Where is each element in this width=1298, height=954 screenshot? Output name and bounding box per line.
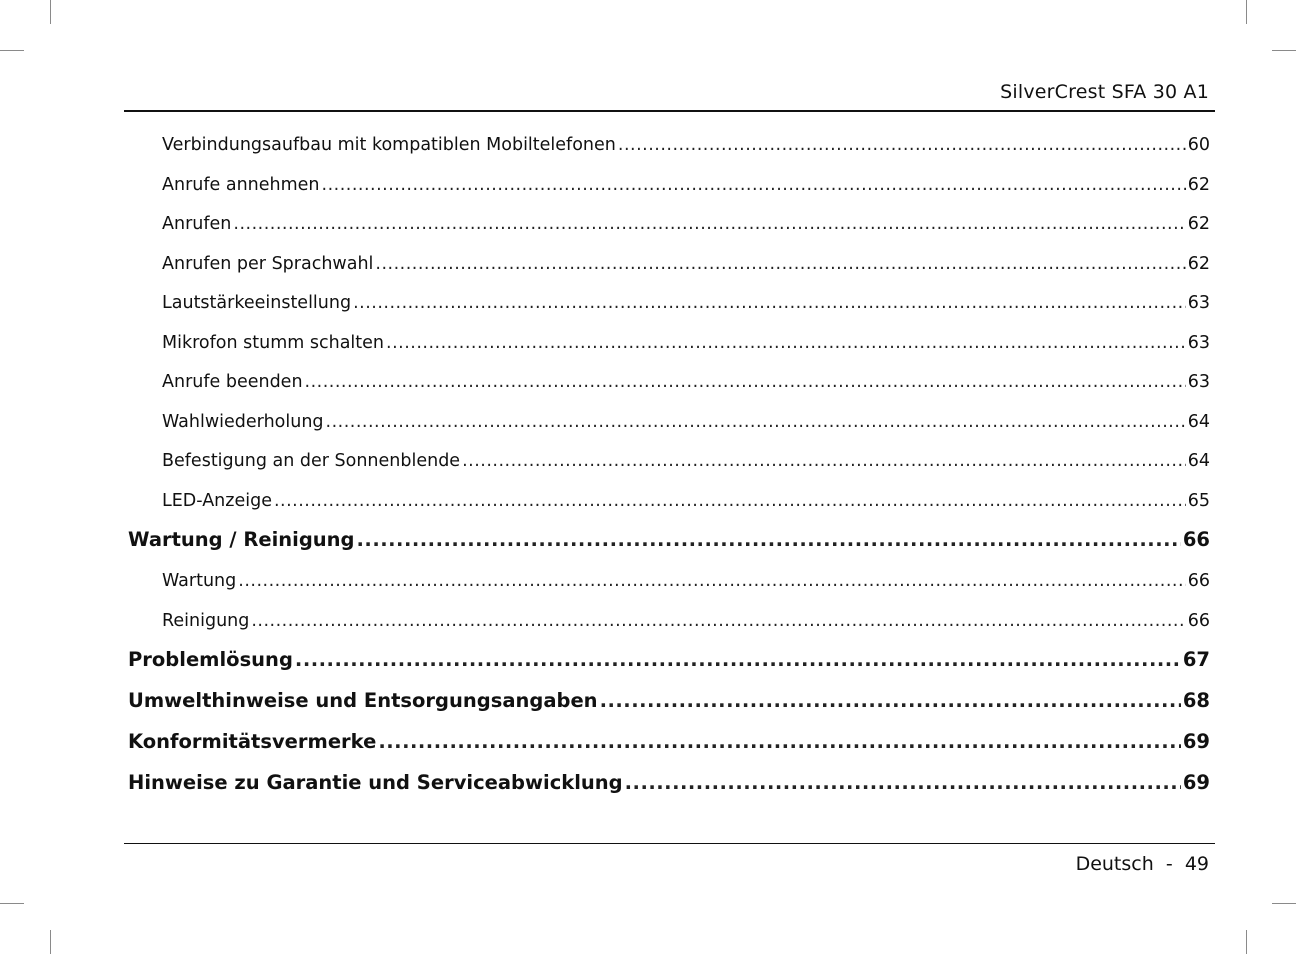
footer-separator: - — [1165, 853, 1173, 875]
footer-rule — [124, 843, 1215, 844]
toc-chapter-entry — [128, 520, 1210, 561]
toc-entry-label: Lautstärkeeinstellung — [162, 293, 352, 313]
crop-mark-bottom-right-horizontal — [1272, 903, 1296, 904]
toc-section-entry — [128, 441, 1210, 481]
header-title: SilverCrest SFA 30 A1 — [1000, 81, 1209, 103]
toc-entry-page: 67 — [1182, 648, 1210, 671]
toc-entry-label: Wahlwiederholung — [162, 411, 324, 432]
table-of-contents — [128, 125, 1210, 804]
toc-entry-page: 65 — [1187, 490, 1210, 511]
toc-entry-page: 62 — [1187, 174, 1210, 195]
footer-language: Deutsch — [1075, 853, 1154, 875]
toc-dot-leader — [378, 730, 1181, 754]
crop-mark-top-right-horizontal — [1272, 50, 1296, 51]
toc-entry-page: 66 — [1187, 571, 1210, 591]
toc-entry-label: Wartung / Reinigung — [128, 528, 355, 551]
toc-dot-leader — [274, 489, 1186, 513]
crop-mark-top-right-vertical — [1246, 0, 1247, 24]
toc-dot-leader — [251, 609, 1185, 633]
toc-dot-leader — [295, 648, 1181, 672]
toc-entry-page: 64 — [1187, 451, 1210, 471]
toc-entry-label: Konformitätsvermerke — [128, 730, 377, 753]
toc-section-entry — [128, 125, 1210, 165]
toc-section-entry — [128, 244, 1210, 284]
toc-dot-leader — [386, 331, 1186, 355]
page-number: 49 — [1184, 853, 1209, 875]
toc-section-entry — [128, 402, 1210, 442]
toc-entry-page: 66 — [1182, 528, 1210, 551]
toc-entry-label: Verbindungsaufbau mit kompatiblen Mobiltelefonen — [162, 135, 616, 155]
toc-chapter-entry — [128, 763, 1210, 804]
toc-dot-leader — [322, 173, 1186, 197]
toc-section-entry — [128, 481, 1210, 521]
toc-section-entry — [128, 362, 1210, 402]
toc-chapter-entry — [128, 681, 1210, 722]
toc-dot-leader — [625, 771, 1181, 795]
toc-entry-label: Problemlösung — [128, 648, 293, 671]
toc-entry-label: Befestigung an der Sonnenblende — [162, 451, 461, 471]
toc-entry-label: LED-Anzeige — [162, 490, 272, 511]
toc-dot-leader — [600, 689, 1181, 713]
crop-mark-bottom-right-vertical — [1246, 930, 1247, 954]
toc-entry-page: 62 — [1187, 253, 1210, 274]
toc-entry-label: Wartung — [162, 571, 237, 591]
toc-entry-page: 63 — [1187, 332, 1210, 353]
crop-mark-bottom-left-horizontal — [0, 903, 24, 904]
toc-section-entry — [128, 283, 1210, 323]
toc-entry-page: 60 — [1187, 135, 1210, 155]
toc-section-entry — [128, 601, 1210, 641]
toc-dot-leader — [357, 528, 1181, 552]
toc-dot-leader — [353, 291, 1186, 315]
toc-entry-page: 69 — [1182, 730, 1210, 753]
toc-entry-label: Anrufen per Sprachwahl — [162, 253, 374, 274]
toc-dot-leader — [305, 370, 1186, 394]
crop-mark-top-left-vertical — [50, 0, 51, 24]
toc-dot-leader — [238, 569, 1185, 593]
toc-section-entry — [128, 204, 1210, 244]
toc-chapter-entry — [128, 722, 1210, 763]
toc-entry-page: 66 — [1187, 610, 1210, 631]
toc-dot-leader — [326, 410, 1186, 434]
header-rule — [124, 110, 1215, 112]
toc-entry-label: Anrufe annehmen — [162, 174, 320, 195]
toc-entry-page: 64 — [1187, 411, 1210, 432]
toc-dot-leader — [375, 252, 1185, 276]
toc-dot-leader — [233, 212, 1185, 236]
toc-entry-label: Mikrofon stumm schalten — [162, 332, 384, 353]
toc-entry-label: Anrufe beenden — [162, 372, 303, 392]
toc-entry-page: 62 — [1187, 214, 1210, 234]
toc-entry-label: Hinweise zu Garantie und Serviceabwicklung — [128, 771, 623, 794]
toc-section-entry — [128, 561, 1210, 601]
crop-mark-bottom-left-vertical — [50, 930, 51, 954]
toc-entry-label: Reinigung — [162, 610, 250, 631]
toc-entry-page: 63 — [1187, 372, 1210, 392]
toc-chapter-entry — [128, 640, 1210, 681]
toc-section-entry — [128, 323, 1210, 363]
toc-entry-page: 63 — [1187, 293, 1210, 313]
toc-entry-label: Anrufen — [162, 214, 232, 234]
toc-entry-page: 69 — [1182, 771, 1210, 794]
crop-mark-top-left-horizontal — [0, 50, 24, 51]
toc-entry-page: 68 — [1182, 689, 1210, 712]
toc-dot-leader — [618, 133, 1186, 157]
toc-entry-label: Umwelthinweise und Entsorgungsangaben — [128, 689, 598, 712]
toc-section-entry — [128, 165, 1210, 205]
toc-dot-leader — [462, 449, 1186, 473]
footer — [1076, 853, 1209, 875]
